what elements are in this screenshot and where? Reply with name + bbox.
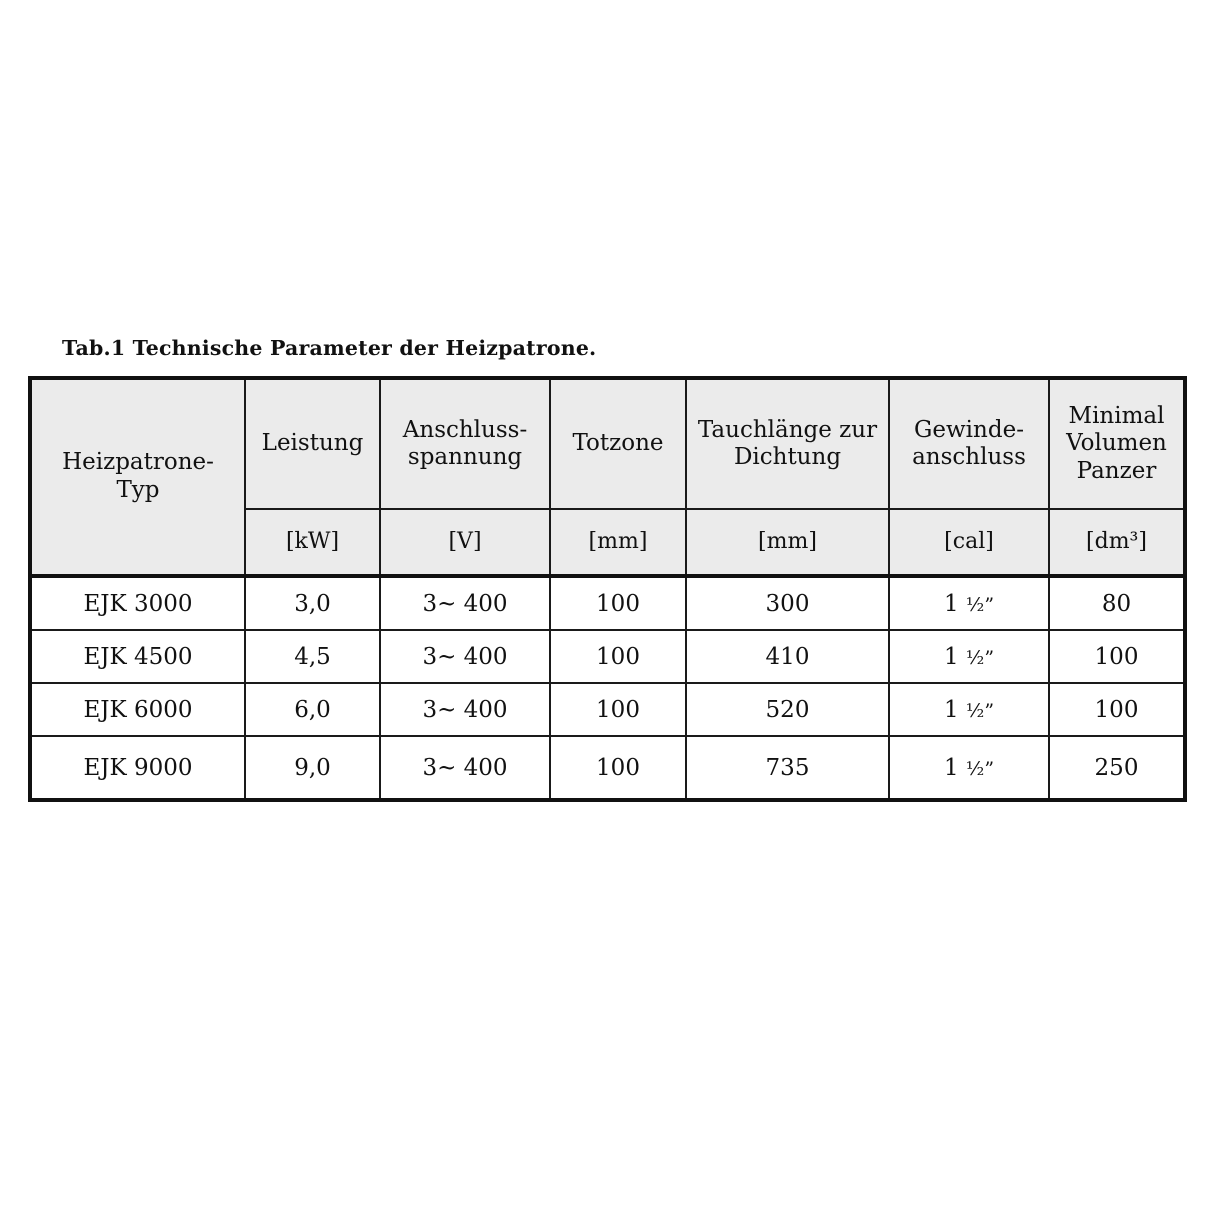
cell-type: EJK 6000 bbox=[30, 683, 245, 736]
cell-thread bbox=[889, 630, 1049, 683]
spec-table-container bbox=[28, 376, 1183, 802]
cell-thread-fraction: ½” bbox=[965, 699, 995, 722]
header-thread-line1: Gewinde- bbox=[914, 416, 1024, 443]
cell-voltage: 3~ 400 bbox=[380, 630, 550, 683]
cell-thread bbox=[889, 683, 1049, 736]
table-row bbox=[30, 683, 1185, 736]
cell-deadzone: 100 bbox=[550, 736, 686, 800]
cell-thread-number: 1 bbox=[943, 590, 959, 617]
cell-immersion-length: 735 bbox=[686, 736, 889, 800]
cell-type: EJK 3000 bbox=[30, 576, 245, 630]
cell-power: 4,5 bbox=[245, 630, 380, 683]
cell-voltage: 3~ 400 bbox=[380, 576, 550, 630]
table-row bbox=[30, 630, 1185, 683]
table-header bbox=[30, 378, 1185, 576]
header-cell-thread-connection bbox=[889, 378, 1049, 509]
cell-voltage: 3~ 400 bbox=[380, 683, 550, 736]
table-row bbox=[30, 576, 1185, 630]
cell-type: EJK 4500 bbox=[30, 630, 245, 683]
unit-cell-immersion-length: [mm] bbox=[686, 509, 889, 576]
header-cell-immersion-length bbox=[686, 378, 889, 509]
header-voltage-line1: Anschluss- bbox=[402, 416, 528, 443]
cell-thread-fraction: ½” bbox=[965, 593, 995, 616]
table-body bbox=[30, 576, 1185, 800]
header-volume-line2: Volumen bbox=[1066, 430, 1167, 457]
cell-power: 6,0 bbox=[245, 683, 380, 736]
unit-cell-power: [kW] bbox=[245, 509, 380, 576]
header-type-line1: Heizpatrone- bbox=[62, 449, 214, 476]
cell-deadzone: 100 bbox=[550, 630, 686, 683]
cell-thread-fraction: ½” bbox=[965, 646, 995, 669]
header-type-line2: Typ bbox=[116, 477, 160, 503]
cell-power: 3,0 bbox=[245, 576, 380, 630]
header-cell-voltage bbox=[380, 378, 550, 509]
header-immersion-line1: Tauchlänge zur bbox=[697, 416, 878, 443]
header-cell-power bbox=[245, 378, 380, 509]
header-cell-type bbox=[30, 378, 245, 576]
unit-cell-deadzone: [mm] bbox=[550, 509, 686, 576]
cell-thread bbox=[889, 576, 1049, 630]
cell-thread-number: 1 bbox=[943, 696, 959, 723]
cell-thread-number: 1 bbox=[943, 754, 959, 781]
header-volume-line1: Minimal bbox=[1068, 403, 1165, 430]
cell-min-volume: 250 bbox=[1049, 736, 1185, 800]
unit-cell-thread-connection: [cal] bbox=[889, 509, 1049, 576]
cell-thread-number: 1 bbox=[943, 643, 959, 670]
cell-deadzone: 100 bbox=[550, 683, 686, 736]
technical-parameters-table bbox=[28, 376, 1187, 802]
cell-min-volume: 100 bbox=[1049, 683, 1185, 736]
header-power-label: Leistung bbox=[261, 430, 364, 457]
header-cell-min-volume bbox=[1049, 378, 1185, 509]
cell-immersion-length: 300 bbox=[686, 576, 889, 630]
header-immersion-line2: Dichtung bbox=[733, 444, 842, 470]
header-deadzone-label: Totzone bbox=[572, 430, 664, 457]
table-caption: Tab.1 Technische Parameter der Heizpatrone. bbox=[62, 336, 597, 360]
header-thread-line2: anschluss bbox=[912, 444, 1026, 470]
cell-immersion-length: 520 bbox=[686, 683, 889, 736]
header-cell-deadzone bbox=[550, 378, 686, 509]
unit-cell-voltage: [V] bbox=[380, 509, 550, 576]
cell-min-volume: 80 bbox=[1049, 576, 1185, 630]
cell-type: EJK 9000 bbox=[30, 736, 245, 800]
header-volume-line3: Panzer bbox=[1076, 457, 1157, 484]
cell-min-volume: 100 bbox=[1049, 630, 1185, 683]
cell-power: 9,0 bbox=[245, 736, 380, 800]
cell-immersion-length: 410 bbox=[686, 630, 889, 683]
cell-deadzone: 100 bbox=[550, 576, 686, 630]
header-voltage-line2: spannung bbox=[407, 444, 523, 470]
unit-cell-min-volume: [dm³] bbox=[1049, 509, 1185, 576]
cell-thread-fraction: ½” bbox=[965, 757, 995, 780]
header-row-titles bbox=[30, 378, 1185, 509]
table-row bbox=[30, 736, 1185, 800]
cell-voltage: 3~ 400 bbox=[380, 736, 550, 800]
cell-thread bbox=[889, 736, 1049, 800]
